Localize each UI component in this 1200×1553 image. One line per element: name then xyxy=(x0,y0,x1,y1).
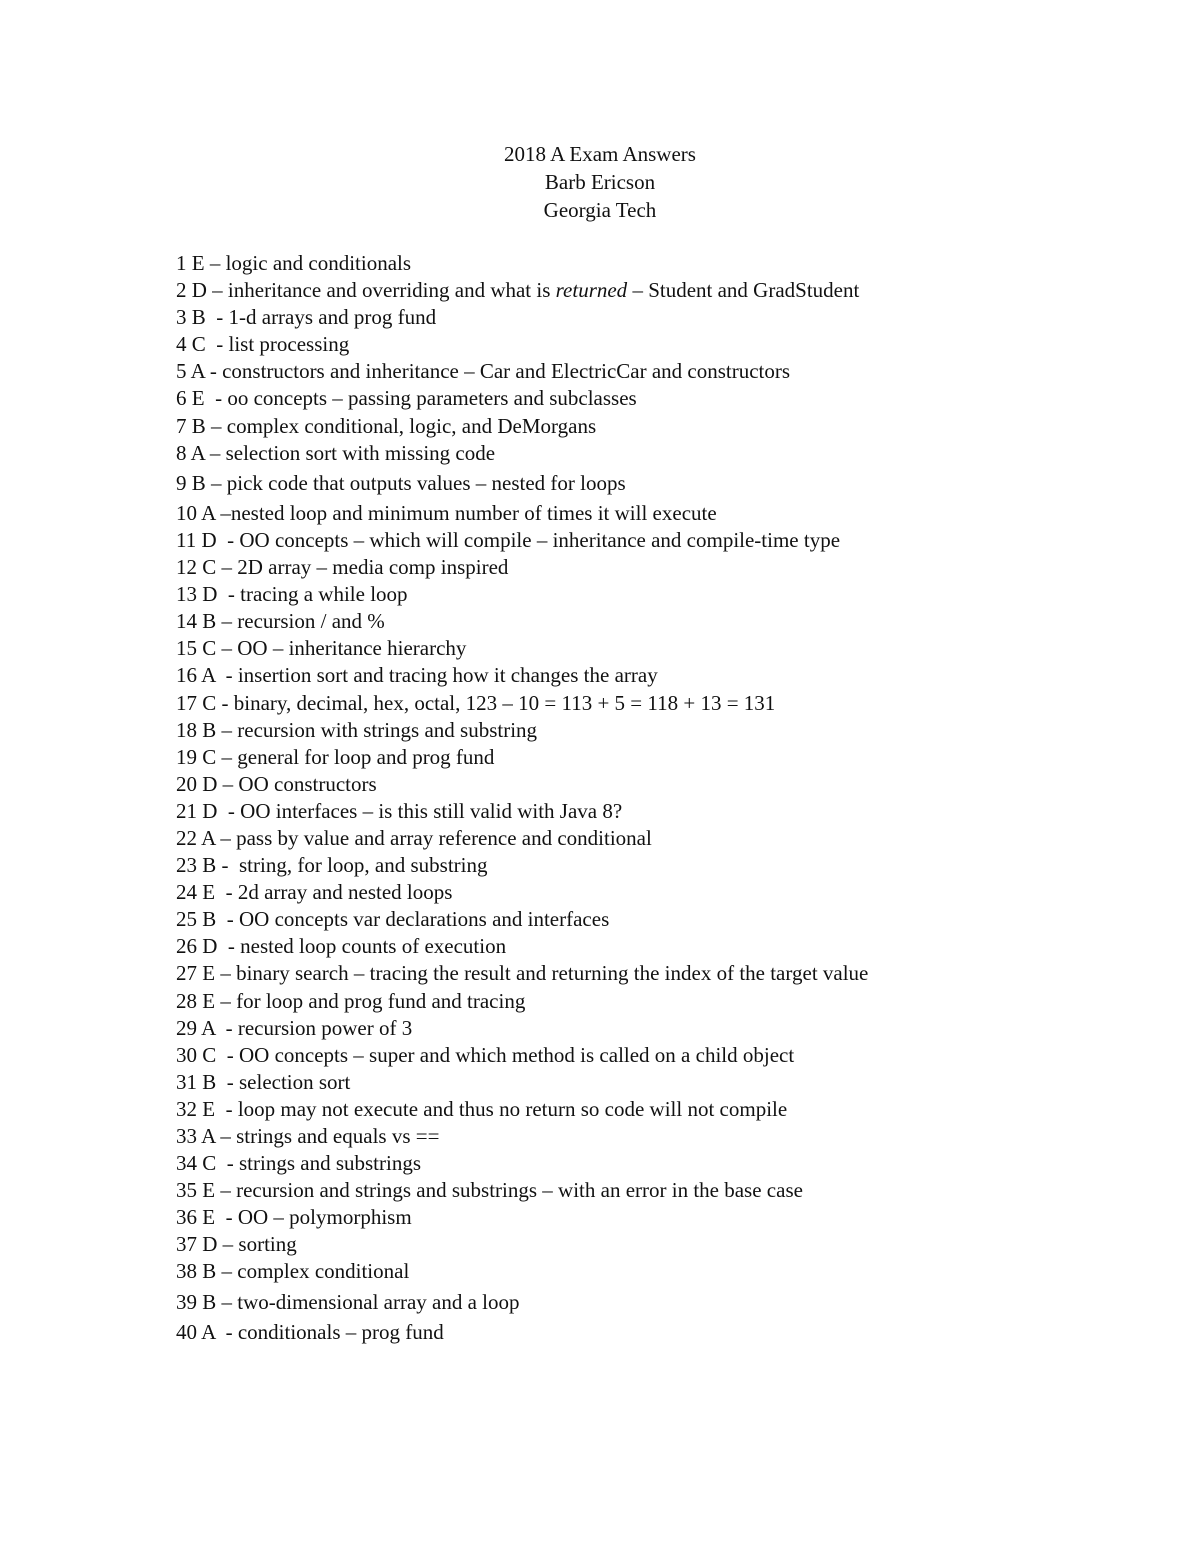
answer-item-37: 37 D – sorting xyxy=(176,1232,297,1257)
answer-item-24: 24 E - 2d array and nested loops xyxy=(176,880,453,905)
answer-item-20: 20 D – OO constructors xyxy=(176,771,377,796)
answer-item-23: 23 B - string, for loop, and substring xyxy=(176,853,488,878)
answer-item-9: 9 B – pick code that outputs values – nested for loops xyxy=(176,470,626,495)
answer-item-10: 10 A –nested loop and minimum number of times it will execute xyxy=(176,500,717,525)
answer-item-13: 13 D - tracing a while loop xyxy=(176,582,408,607)
answer-item-2-tail: – Student and GradStudent xyxy=(627,278,860,303)
answer-item-2-text: 2 D – inheritance and overriding and what is xyxy=(176,278,556,303)
answer-item-11: 11 D - OO concepts – which will compile – inheritance and compile-time type xyxy=(176,527,841,552)
answer-item-35: 35 E – recursion and strings and substrings – with an error in the base case xyxy=(176,1178,803,1203)
answer-item-36: 36 E - OO – polymorphism xyxy=(176,1205,412,1230)
answer-item-18: 18 B – recursion with strings and substring xyxy=(176,717,538,742)
answer-item-6: 6 E - oo concepts – passing parameters and subclasses xyxy=(176,386,637,411)
answer-item-30: 30 C - OO concepts – super and which method is called on a child object xyxy=(176,1042,795,1067)
answer-item-33: 33 A – strings and equals vs == xyxy=(176,1124,440,1148)
answer-item-28: 28 E – for loop and prog fund and tracing xyxy=(176,988,526,1013)
answer-list xyxy=(176,250,1136,1346)
answer-item-4: 4 C - list processing xyxy=(176,332,350,357)
answer-item-15: 15 C – OO – inheritance hierarchy xyxy=(176,636,467,661)
answer-item-12: 12 C – 2D array – media comp inspired xyxy=(176,555,509,580)
answer-item-2 xyxy=(176,277,1136,304)
answer-item-8: 8 A – selection sort with missing code xyxy=(176,440,496,465)
answer-item-38: 38 B – complex conditional xyxy=(176,1259,410,1284)
answer-item-26: 26 D - nested loop counts of execution xyxy=(176,934,507,959)
answer-item-40: 40 A - conditionals – prog fund xyxy=(176,1319,444,1344)
answer-item-21: 21 D - OO interfaces – is this still valid with Java 8? xyxy=(176,798,623,823)
answer-item-7: 7 B – complex conditional, logic, and DeMorgans xyxy=(176,413,597,438)
answer-item-22: 22 A – pass by value and array reference and conditional xyxy=(176,825,652,850)
document-title: 2018 A Exam Answers xyxy=(504,142,696,166)
answer-item-19: 19 C – general for loop and prog fund xyxy=(176,744,495,769)
answer-item-31: 31 B - selection sort xyxy=(176,1069,351,1094)
document-institution: Georgia Tech xyxy=(543,198,657,222)
answer-item-17: 17 C - binary, decimal, hex, octal, 123 – 10 = 113 + 5 = 118 + 13 = 131 xyxy=(176,690,776,715)
answer-item-34: 34 C - strings and substrings xyxy=(176,1151,422,1176)
document-author: Barb Ericson xyxy=(544,170,656,194)
answer-item-1: 1 E – logic and conditionals xyxy=(176,251,412,275)
answer-item-39: 39 B – two-dimensional array and a loop xyxy=(176,1289,520,1314)
document-header xyxy=(0,140,1200,224)
answer-item-14: 14 B – recursion / and % xyxy=(176,609,385,634)
answer-item-3: 3 B - 1-d arrays and prog fund xyxy=(176,305,437,330)
answer-item-16: 16 A - insertion sort and tracing how it changes the array xyxy=(176,663,658,688)
answer-item-29: 29 A - recursion power of 3 xyxy=(176,1015,413,1040)
answer-item-5: 5 A - constructors and inheritance – Car and ElectricCar and constructors xyxy=(176,359,791,384)
answer-item-2-italic: returned xyxy=(555,278,628,303)
answer-item-27: 27 E – binary search – tracing the result and returning the index of the target value xyxy=(176,961,869,986)
answer-item-25: 25 B - OO concepts var declarations and interfaces xyxy=(176,907,610,932)
answer-item-32: 32 E - loop may not execute and thus no return so code will not compile xyxy=(176,1096,788,1121)
